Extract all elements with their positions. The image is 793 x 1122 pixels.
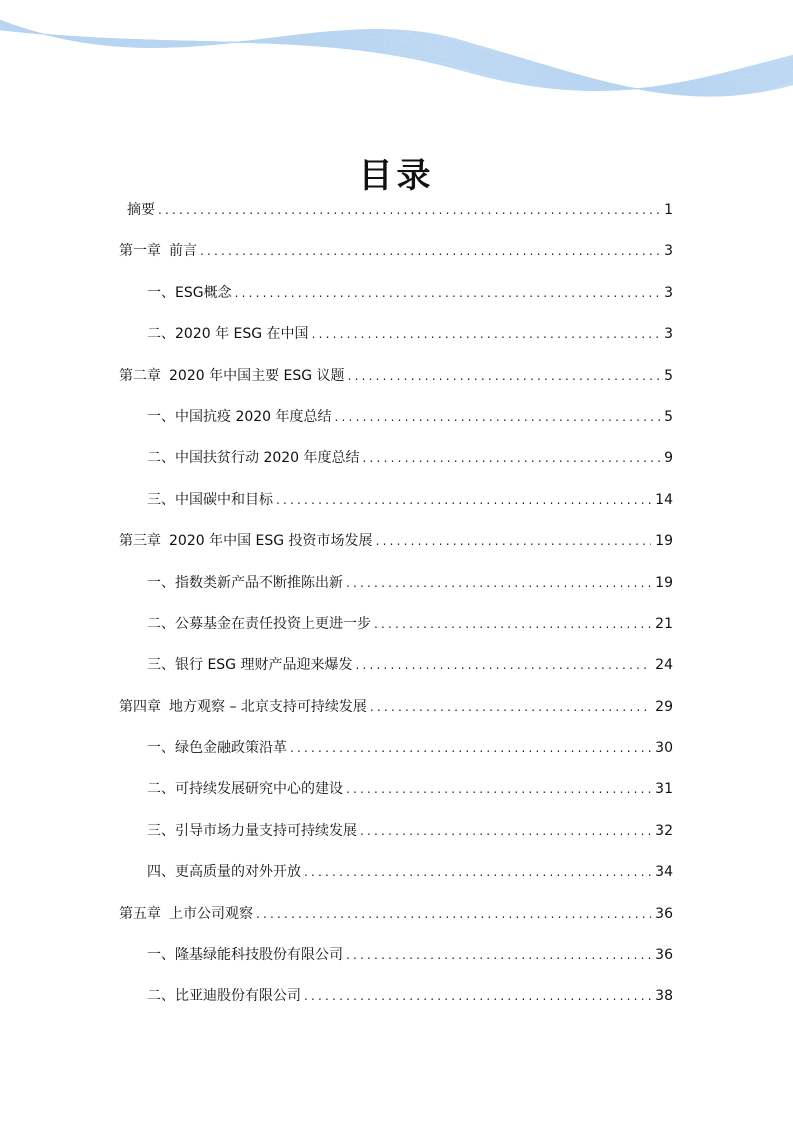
toc-entry[interactable]: [119, 728, 673, 769]
toc-page-number: 14: [655, 491, 673, 508]
toc-leader-dots: [363, 438, 661, 479]
toc-entry-title: 中国扶贫行动 2020 年度总结: [175, 450, 360, 467]
page-title: 目录: [358, 155, 435, 196]
toc-entry[interactable]: [119, 314, 673, 355]
toc-chapter-label: 第五章: [119, 905, 161, 922]
toc-entry-title: 银行 ESG 理财产品迎来爆发: [175, 657, 353, 674]
toc-section-number: 二、: [147, 781, 175, 798]
toc-entry[interactable]: [119, 894, 673, 935]
toc-section-number: 三、: [147, 491, 175, 508]
header-wave-decoration: [0, 0, 793, 120]
toc-entry-title: 地方观察 – 北京支持可持续发展: [169, 698, 367, 715]
toc-entry-title: 更高质量的对外开放: [175, 864, 301, 881]
toc-page-number: 36: [655, 905, 673, 922]
toc-chapter-label: 第二章: [119, 367, 161, 384]
toc-section-number: 二、: [147, 615, 175, 632]
toc-section-number: 一、: [147, 740, 175, 757]
toc-section-number: 三、: [147, 657, 175, 674]
toc-page-number: 3: [664, 243, 673, 260]
toc-entry-title: 中国碳中和目标: [175, 491, 273, 508]
toc-page-number: 31: [655, 781, 673, 798]
toc-entry[interactable]: [119, 852, 673, 893]
toc-entry[interactable]: [119, 687, 673, 728]
toc-entry[interactable]: [119, 563, 673, 604]
toc-entry-title: 2020 年中国主要 ESG 议题: [169, 367, 345, 384]
toc-section-number: 一、: [147, 947, 175, 964]
toc-leader-dots: [335, 397, 661, 438]
toc-page-number: 5: [664, 408, 673, 425]
toc-entry-title: 摘要: [127, 202, 155, 218]
toc-chapter-label: 第一章: [119, 243, 161, 260]
toc-entry-title: 前言: [169, 243, 197, 260]
toc-entry[interactable]: [119, 645, 673, 686]
toc-leader-dots: [360, 811, 651, 852]
toc-entry[interactable]: [119, 397, 673, 438]
toc-entry-title: 引导市场力量支持可持续发展: [175, 822, 357, 839]
toc-entry[interactable]: [119, 521, 673, 562]
toc-page-number: 5: [664, 367, 673, 384]
toc-page-number: 1: [664, 202, 673, 218]
toc-section-number: 二、: [147, 988, 175, 1005]
toc-chapter-label: 第四章: [119, 698, 161, 715]
toc-entry-title: 可持续发展研究中心的建设: [175, 781, 343, 798]
toc-entry-title: 中国抗疫 2020 年度总结: [175, 408, 332, 425]
toc-page-number: 30: [655, 740, 673, 757]
toc-page-number: 32: [655, 822, 673, 839]
toc-section-number: 三、: [147, 822, 175, 839]
toc-section-number: 一、: [147, 284, 175, 301]
toc-leader-dots: [346, 563, 651, 604]
toc-leader-dots: [374, 604, 651, 645]
toc-page-number: 21: [655, 615, 673, 632]
toc-leader-dots: [346, 769, 651, 810]
toc-page-number: 29: [655, 698, 673, 715]
toc-leader-dots: [346, 935, 651, 976]
toc-entry[interactable]: [119, 231, 673, 272]
toc-chapter-label: 第三章: [119, 533, 161, 550]
toc-entry-title: 2020 年 ESG 在中国: [175, 326, 309, 343]
toc-leader-dots: [276, 480, 651, 521]
toc-entry[interactable]: [119, 190, 673, 231]
toc-entry[interactable]: [119, 811, 673, 852]
toc-entry[interactable]: [119, 438, 673, 479]
toc-page-number: 36: [655, 947, 673, 964]
toc-entry[interactable]: [119, 976, 673, 1017]
toc-entry[interactable]: [119, 935, 673, 976]
toc-leader-dots: [200, 231, 660, 272]
toc-leader-dots: [348, 356, 661, 397]
toc-section-number: 四、: [147, 864, 175, 881]
toc-section-number: 二、: [147, 326, 175, 343]
toc-entry-title: 公募基金在责任投资上更进一步: [175, 615, 371, 632]
toc-page-number: 24: [655, 657, 673, 674]
toc-entry[interactable]: [119, 604, 673, 645]
toc-leader-dots: [370, 687, 651, 728]
toc-page-number: 34: [655, 864, 673, 881]
toc-entry[interactable]: [119, 273, 673, 314]
toc-entry-title: ESG概念: [175, 284, 232, 301]
toc-page-number: 38: [655, 988, 673, 1005]
toc-section-number: 一、: [147, 574, 175, 591]
toc-entry[interactable]: [119, 480, 673, 521]
toc-entry-title: 绿色金融政策沿革: [175, 740, 287, 757]
toc-leader-dots: [158, 190, 660, 231]
toc-page-number: 19: [655, 533, 673, 550]
toc-page-number: 3: [664, 284, 673, 301]
toc-section-number: 二、: [147, 450, 175, 467]
toc-leader-dots: [290, 728, 651, 769]
toc-section-number: 一、: [147, 408, 175, 425]
toc-entry-title: 隆基绿能科技股份有限公司: [175, 947, 343, 964]
toc-leader-dots: [235, 273, 660, 314]
toc-leader-dots: [355, 645, 651, 686]
toc-leader-dots: [256, 894, 651, 935]
toc-entry-title: 上市公司观察: [169, 905, 253, 922]
toc-entry-title: 指数类新产品不断推陈出新: [175, 574, 343, 591]
toc-leader-dots: [376, 521, 652, 562]
toc-entry[interactable]: [119, 769, 673, 810]
toc-leader-dots: [312, 314, 661, 355]
toc-page-number: 19: [655, 574, 673, 591]
toc-page-number: 9: [664, 450, 673, 467]
toc-leader-dots: [304, 852, 651, 893]
toc-entry-title: 比亚迪股份有限公司: [175, 988, 301, 1005]
toc-entry[interactable]: [119, 356, 673, 397]
table-of-contents: [119, 190, 673, 1018]
toc-page-number: 3: [664, 326, 673, 343]
toc-leader-dots: [304, 976, 651, 1017]
toc-entry-title: 2020 年中国 ESG 投资市场发展: [169, 533, 373, 550]
